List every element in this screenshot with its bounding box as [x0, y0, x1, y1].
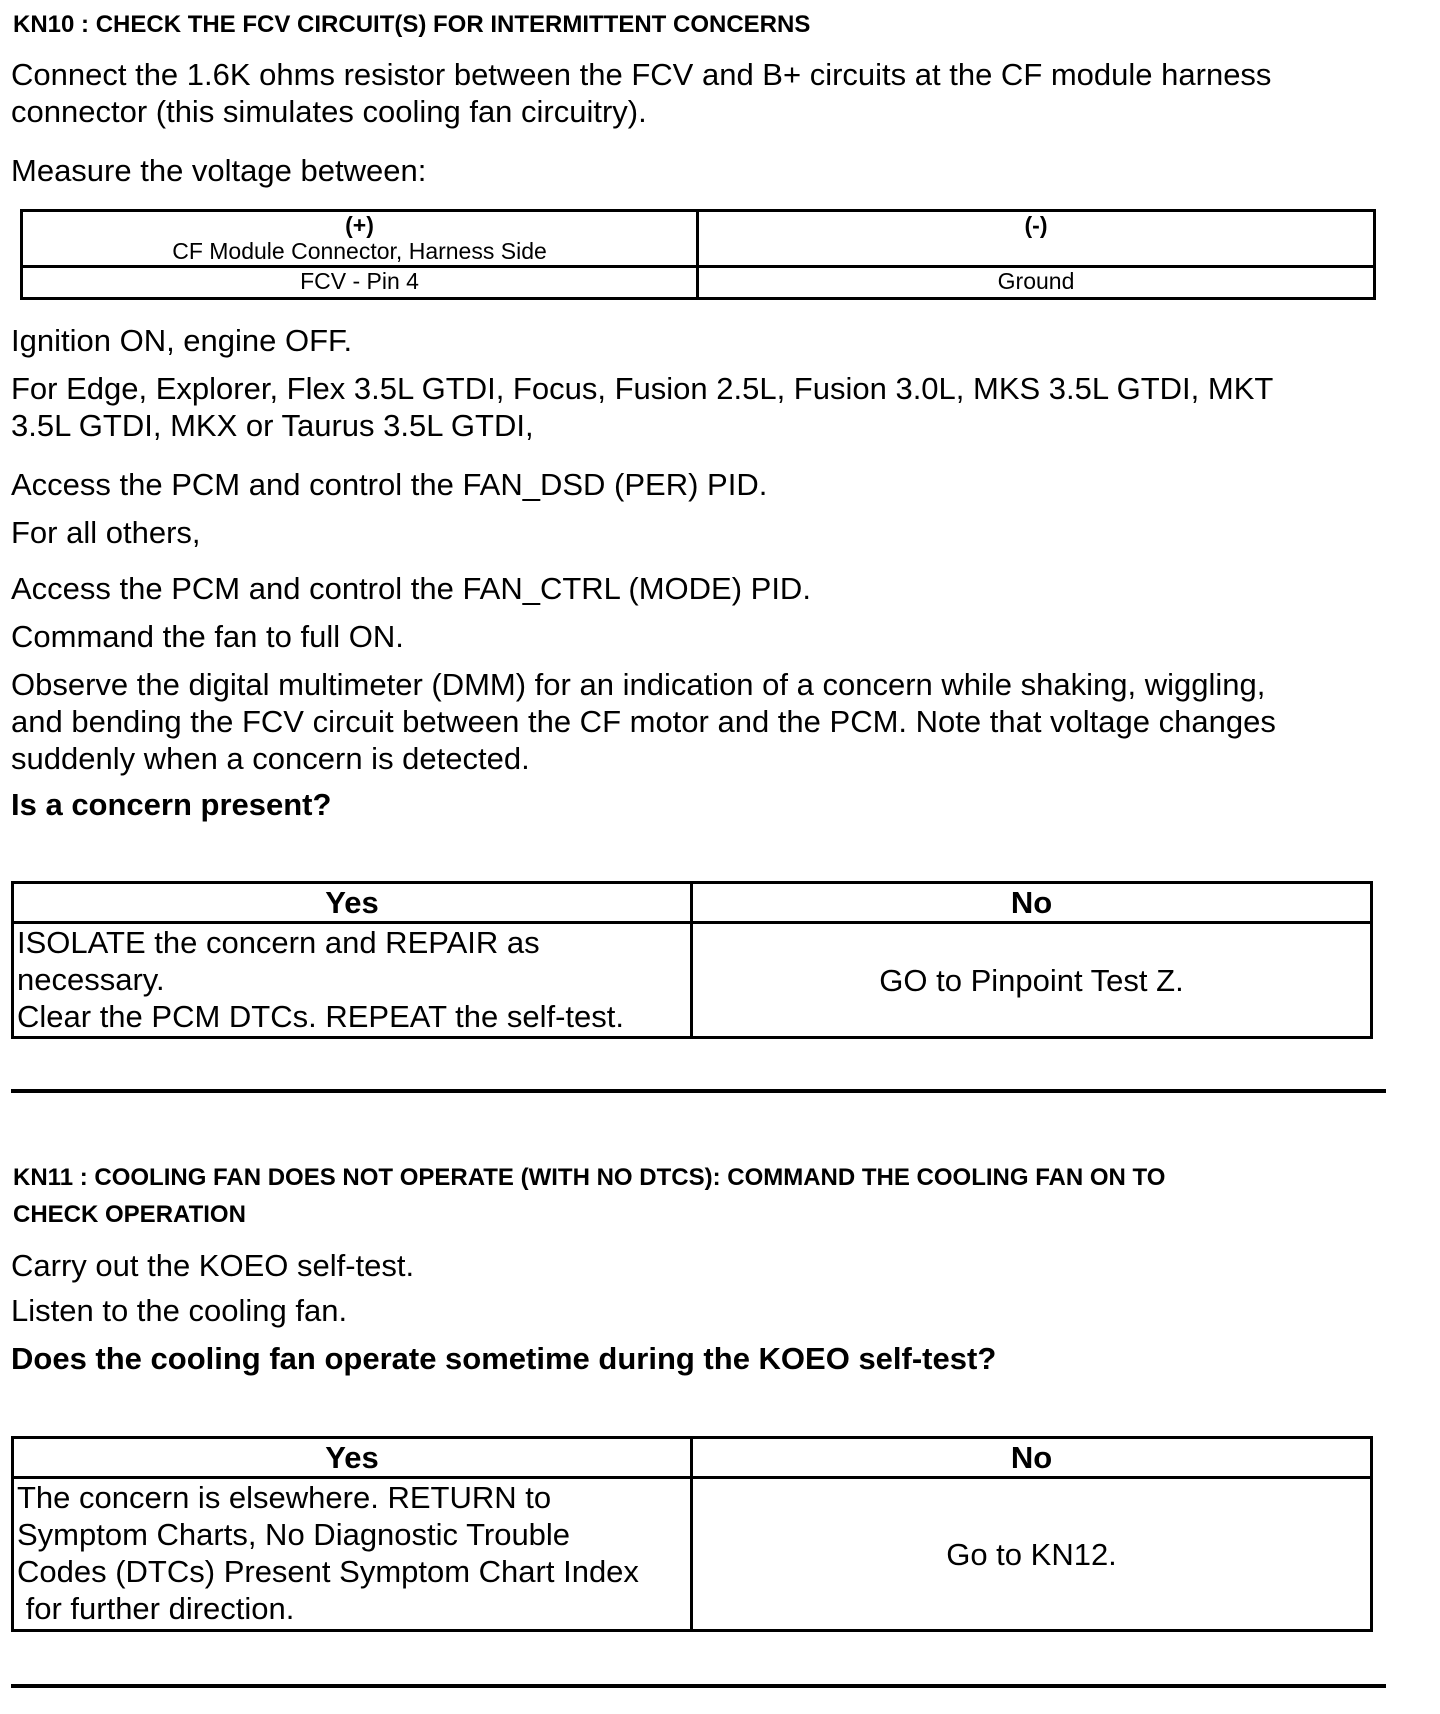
yes-header: Yes	[13, 883, 692, 923]
kn11-heading	[13, 1159, 1165, 1233]
text-line: 3.5L GTDI, MKX or Taurus 3.5L GTDI,	[11, 408, 534, 443]
text-line: CHECK OPERATION	[13, 1201, 246, 1228]
text-line: Connect the 1.6K ohms resistor between the FCV and B+ circuits at the CF module harness	[11, 57, 1272, 92]
table-row	[13, 1478, 1372, 1631]
kn10-measure-text: Measure the voltage between:	[11, 153, 427, 188]
negative-symbol: (-)	[1024, 212, 1048, 238]
text-line: KN11 : COOLING FAN DOES NOT OPERATE (WITH NO DTCS): COMMAND THE COOLING FAN ON TO	[13, 1164, 1166, 1191]
no-header: No	[692, 883, 1372, 923]
text-line: for further direction.	[17, 1591, 295, 1626]
no-action: Go to KN12.	[692, 1478, 1372, 1631]
text-line: Symptom Charts, No Diagnostic Trouble	[17, 1517, 571, 1552]
kn10-vehicle-list	[11, 370, 1273, 444]
kn10-access-fan-ctrl: Access the PCM and control the FAN_CTRL (MODE) PID.	[11, 571, 811, 606]
yes-action	[13, 1478, 692, 1631]
kn10-connect-instruction	[11, 56, 1271, 130]
section-divider	[11, 1684, 1386, 1688]
positive-lead-label: CF Module Connector, Harness Side	[172, 238, 547, 264]
kn11-answer-table	[11, 1436, 1373, 1632]
yes-action	[13, 923, 692, 1038]
text-line: The concern is elsewhere. RETURN to	[17, 1480, 552, 1515]
table-row	[22, 267, 1375, 299]
kn10-heading: KN10 : CHECK THE FCV CIRCUIT(S) FOR INTERMITTENT CONCERNS	[13, 11, 811, 38]
kn10-answer-table	[11, 881, 1373, 1039]
kn10-observe-instruction	[11, 666, 1276, 777]
text-line: ISOLATE the concern and REPAIR as	[17, 925, 540, 960]
kn11-carry-out-text: Carry out the KOEO self-test.	[11, 1248, 415, 1283]
table-row	[13, 883, 1372, 923]
section-divider	[11, 1089, 1386, 1093]
kn11-listen-text: Listen to the cooling fan.	[11, 1293, 348, 1328]
text-line: necessary.	[17, 962, 165, 997]
kn10-for-all-others: For all others,	[11, 515, 201, 550]
text-line: suddenly when a concern is detected.	[11, 741, 530, 776]
kn10-question: Is a concern present?	[11, 787, 332, 822]
kn10-measurement-table	[20, 209, 1376, 300]
no-action: GO to Pinpoint Test Z.	[692, 923, 1372, 1038]
kn10-command-text: Command the fan to full ON.	[11, 619, 404, 654]
text-line: connector (this simulates cooling fan circuitry).	[11, 94, 647, 129]
text-line: Observe the digital multimeter (DMM) for an indication of a concern while shaking, wiggling,	[11, 667, 1266, 702]
positive-lead-value: FCV - Pin 4	[22, 267, 698, 299]
text-line: Clear the PCM DTCs. REPEAT the self-test.	[17, 999, 624, 1034]
negative-lead-value: Ground	[698, 267, 1375, 299]
text-line: and bending the FCV circuit between the CF motor and the PCM. Note that voltage changes	[11, 704, 1276, 739]
kn10-access-fan-dsd: Access the PCM and control the FAN_DSD (PER) PID.	[11, 467, 768, 502]
table-row	[22, 211, 1375, 267]
kn10-ignition-text: Ignition ON, engine OFF.	[11, 323, 353, 358]
table-row	[13, 923, 1372, 1038]
positive-symbol: (+)	[345, 212, 374, 238]
yes-header: Yes	[13, 1438, 692, 1478]
kn11-question: Does the cooling fan operate sometime during the KOEO self-test?	[11, 1341, 997, 1376]
positive-lead-header	[22, 211, 698, 267]
text-line: For Edge, Explorer, Flex 3.5L GTDI, Focus, Fusion 2.5L, Fusion 3.0L, MKS 3.5L GTDI, MKT	[11, 371, 1274, 406]
no-header: No	[692, 1438, 1372, 1478]
table-row	[13, 1438, 1372, 1478]
text-line: Codes (DTCs) Present Symptom Chart Index	[17, 1554, 639, 1589]
negative-lead-header	[698, 211, 1375, 267]
